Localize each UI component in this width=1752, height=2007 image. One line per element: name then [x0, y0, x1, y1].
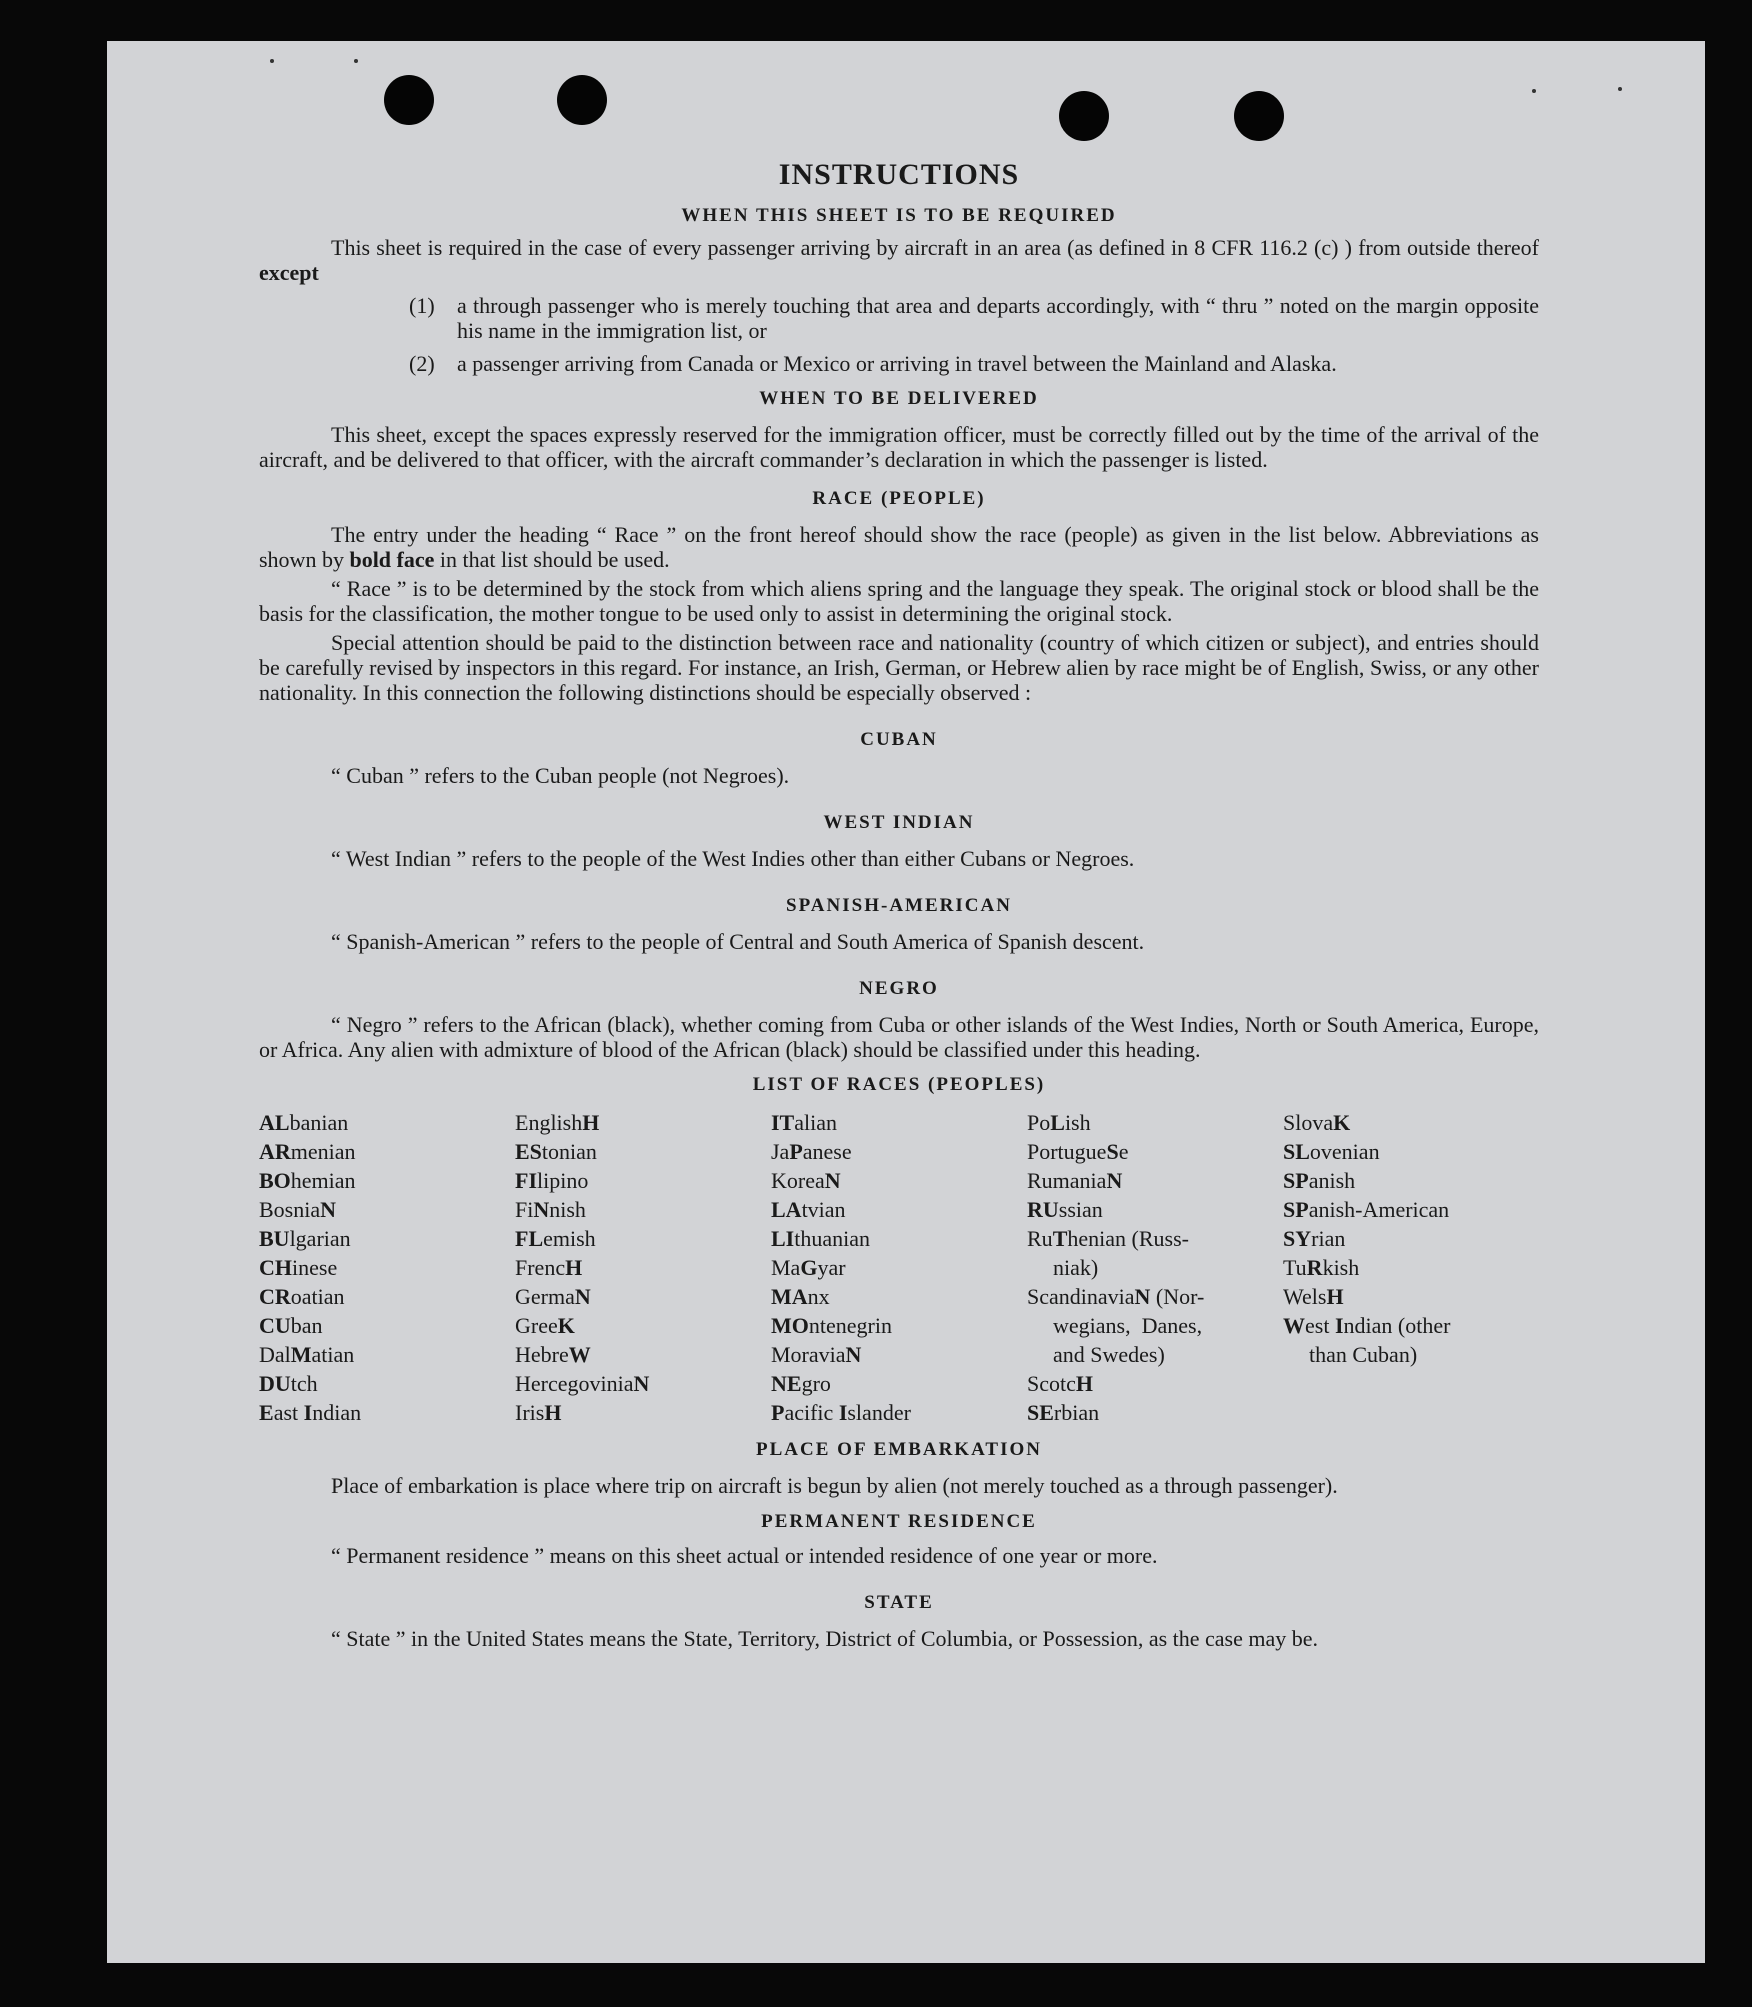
speck	[1618, 87, 1622, 91]
races-list	[259, 1108, 1539, 1427]
race-entry: Pacific Islander	[771, 1400, 911, 1425]
race-entry: MAnx	[771, 1284, 830, 1309]
delivered-text: This sheet, except the spaces expressly reserved for the immigration officer, must be correctly filled out by the time of the arrival of the aircraft, and be delivered to that officer, with the aircraft commander’s declaration in which the passenger is listed.	[259, 422, 1539, 472]
race-entry: IrisH	[515, 1400, 562, 1425]
cuban-text: “ Cuban ” refers to the Cuban people (not Negroes).	[331, 763, 790, 788]
race-entry: FLemish	[515, 1226, 596, 1251]
punch-hole	[1059, 91, 1109, 141]
races-column	[1027, 1108, 1283, 1427]
race-entry: LIthuanian	[771, 1226, 871, 1251]
race-entry: CRoatian	[259, 1284, 345, 1309]
race-entry: BosniaN	[259, 1197, 337, 1222]
race-entry: FrencH	[515, 1255, 583, 1280]
list-of-races-heading: LIST OF RACES (PEOPLES)	[752, 1074, 1046, 1095]
section-heading-negro: NEGRO	[859, 978, 939, 999]
punch-hole	[384, 75, 434, 125]
race-entry: KoreaN	[771, 1168, 841, 1193]
race-entry: DUtch	[259, 1371, 318, 1396]
exception-item: (2) a passenger arriving from Canada or Mexico or arriving in travel between the Mainland and Alaska.	[409, 351, 1337, 376]
race-entry: EStonian	[515, 1139, 597, 1164]
race-entry: GermaN	[515, 1284, 591, 1309]
race-paragraph: Special attention should be paid to the distinction between race and nationality (country of which citizen or subject), and entries should be carefully revised by inspectors in this regard. For instance, an Irish, German, or Hebrew alien by race might be of English, Swiss, or any other nationality. In this connection the following distinctions should be especially observed :	[259, 630, 1539, 705]
race-entry: WelsH	[1283, 1284, 1344, 1309]
races-column	[771, 1108, 1027, 1427]
section-heading-delivered: WHEN TO BE DELIVERED	[759, 388, 1039, 409]
speck	[1532, 89, 1536, 93]
race-entry: SPanish	[1283, 1168, 1356, 1193]
section-heading-residence: PERMANENT RESIDENCE	[761, 1511, 1037, 1532]
race-entry: ScotcH	[1027, 1371, 1094, 1396]
embarkation-text: Place of embarkation is place where trip on aircraft is begun by alien (not merely touched as a through passenger).	[331, 1473, 1338, 1498]
speck	[270, 59, 274, 63]
race-entry: East Indian	[259, 1400, 362, 1425]
race-entry: SlovaK	[1283, 1110, 1351, 1135]
race-entry: SLovenian	[1283, 1139, 1380, 1164]
race-entry: BOhemian	[259, 1168, 356, 1193]
exception-item: (1) a through passenger who is merely touching that area and departs accordingly, with “ thru ” noted on the margin opposite his name in the immigration list, or	[409, 293, 1539, 343]
page-title: INSTRUCTIONS	[778, 158, 1020, 191]
race-entry: niak)	[1053, 1255, 1099, 1280]
race-entry: wegians, Danes,	[1053, 1313, 1203, 1338]
races-column	[515, 1108, 771, 1427]
section-heading-race: RACE (PEOPLE)	[812, 488, 986, 509]
race-entry: CUban	[259, 1313, 323, 1338]
state-text: “ State ” in the United States means the State, Territory, District of Columbia, or Possession, as the case may be.	[331, 1626, 1319, 1651]
section-heading-west-indian: WEST INDIAN	[823, 812, 975, 833]
race-entry: West Indian (other	[1283, 1313, 1451, 1338]
race-entry: SErbian	[1027, 1400, 1100, 1425]
race-entry: ARmenian	[259, 1139, 356, 1164]
race-entry: MoraviaN	[771, 1342, 862, 1367]
race-entry: ScandinaviaN (Nor-	[1027, 1284, 1205, 1309]
race-entry: RumaniaN	[1027, 1168, 1123, 1193]
race-entry: and Swedes)	[1053, 1342, 1165, 1367]
race-entry: NEgro	[771, 1371, 831, 1396]
race-entry: DalMatian	[259, 1342, 355, 1367]
race-entry: FiNnish	[515, 1197, 586, 1222]
race-entry: RuThenian (Russ-	[1027, 1226, 1189, 1251]
section-heading-spanish-american: SPANISH-AMERICAN	[786, 895, 1012, 916]
races-column	[259, 1108, 515, 1427]
race-entry: BUlgarian	[259, 1226, 351, 1251]
race-entry: JaPanese	[771, 1139, 852, 1164]
negro-text: “ Negro ” refers to the African (black), whether coming from Cuba or other islands of the West Indies, North or South America, Europe, or Africa. Any alien with admixture of blood of the African (black) should be classified under this heading.	[259, 1012, 1539, 1062]
race-entry: FIlipino	[515, 1168, 589, 1193]
punch-hole	[1234, 91, 1284, 141]
instructions-content	[259, 153, 1539, 1654]
required-intro: This sheet is required in the case of every passenger arriving by aircraft in an area (as defined in 8 CFR 116.2 (c) ) from outside thereof except	[259, 235, 1539, 285]
race-paragraph: “ Race ” is to be determined by the stock from which aliens spring and the language they speak. The original stock or blood shall be the basis for the classification, the mother tongue to be used only to assist in determining the original stock.	[259, 576, 1539, 626]
section-heading-state: STATE	[864, 1592, 934, 1613]
race-entry: TuRkish	[1283, 1255, 1360, 1280]
race-entry: PoLish	[1027, 1110, 1091, 1135]
race-entry: MaGyar	[771, 1255, 846, 1280]
race-entry: ALbanian	[259, 1110, 349, 1135]
section-heading-cuban: CUBAN	[860, 729, 938, 750]
race-entry: HercegoviniaN	[515, 1371, 650, 1396]
west-indian-text: “ West Indian ” refers to the people of the West Indies other than either Cubans or Negroes.	[331, 846, 1135, 871]
speck	[354, 59, 358, 63]
race-paragraph: The entry under the heading “ Race ” on the front hereof should show the race (people) as given in the list below. Abbreviations as shown by bold face in that list should be used.	[259, 522, 1539, 572]
race-entry: SPanish-American	[1283, 1197, 1450, 1222]
section-heading-required: WHEN THIS SHEET IS TO BE REQUIRED	[681, 205, 1117, 226]
races-column	[1283, 1108, 1539, 1427]
race-entry: MOntenegrin	[771, 1313, 892, 1338]
race-entry: HebreW	[515, 1342, 591, 1367]
residence-text: “ Permanent residence ” means on this sheet actual or intended residence of one year or more.	[331, 1543, 1158, 1568]
race-entry: ITalian	[771, 1110, 838, 1135]
race-entry: GreeK	[515, 1313, 575, 1338]
race-entry: EnglishH	[515, 1110, 600, 1135]
document-sheet	[107, 41, 1705, 1963]
punch-hole	[557, 75, 607, 125]
race-entry: than Cuban)	[1309, 1342, 1418, 1367]
race-entry: CHinese	[259, 1255, 338, 1280]
spanish-american-text: “ Spanish-American ” refers to the people of Central and South America of Spanish descent.	[331, 929, 1145, 954]
section-heading-embarkation: PLACE OF EMBARKATION	[756, 1439, 1042, 1460]
race-entry: RUssian	[1027, 1197, 1103, 1222]
race-entry: SYrian	[1283, 1226, 1346, 1251]
race-entry: LAtvian	[771, 1197, 846, 1222]
race-entry: PortugueSe	[1027, 1139, 1129, 1164]
